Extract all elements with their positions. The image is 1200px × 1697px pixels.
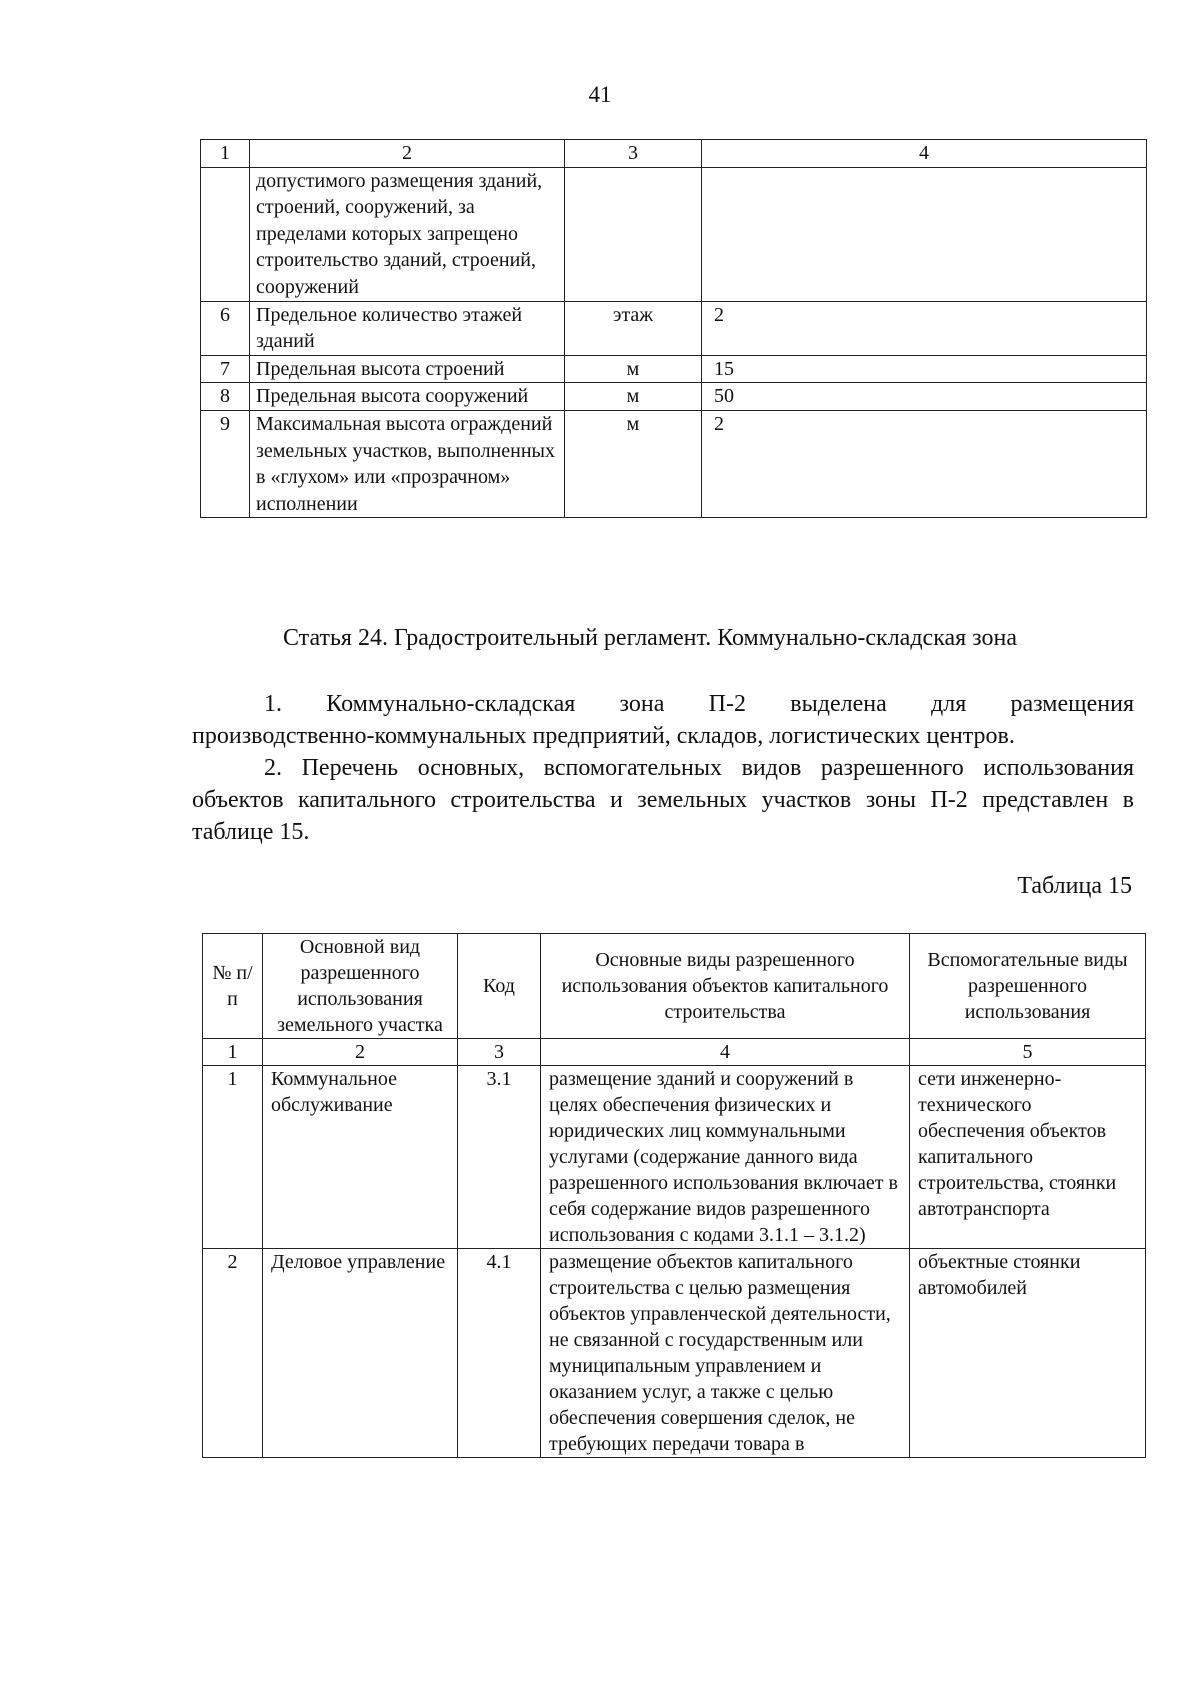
unit: м — [565, 355, 702, 383]
paragraph-2: 2. Перечень основных, вспомогательных видов разрешенного использования объектов капитального строительства и земельных участков зоны П-2 представлен в таблице 15. — [192, 755, 1134, 845]
paragraph-1-line-2: производственно-коммунальных предприятий, складов, логистических центров. — [192, 723, 1015, 749]
value: 2 — [702, 301, 1147, 355]
column-number: 1 — [203, 1039, 263, 1066]
main-uses: размещение объектов капитального строительства с целью размещения объектов управленческой деятельности, не связанной с государственным или муниципальным управлением и оказанием услуг, а также с целью обеспечения совершения сделок, не требующих передачи товара в — [541, 1249, 910, 1458]
main-uses: размещение зданий и сооружений в целях обеспечения физических и юридических лиц коммунальными услугами (содержание данного вида разрешенного использования включает в себя содержание видов разрешенного использования с кодами 3.1.1 – 3.1.2) — [541, 1066, 910, 1249]
row-number — [201, 167, 250, 301]
table-row — [201, 355, 1147, 383]
header-cell: 3 — [565, 140, 702, 168]
value: 15 — [702, 355, 1147, 383]
land-use-type: Деловое управление — [263, 1249, 458, 1458]
parameter-name: Предельное количество этажей зданий — [250, 301, 565, 355]
table-15 — [202, 933, 1146, 1458]
row-number: 1 — [203, 1066, 263, 1249]
column-number: 2 — [263, 1039, 458, 1066]
table-header-row — [201, 140, 1147, 168]
column-number: 4 — [541, 1039, 910, 1066]
header-main-uses: Основные виды разрешенного использования объектов капитального строительства — [541, 934, 910, 1039]
code: 3.1 — [458, 1066, 541, 1249]
parameter-name: допустимого размещения зданий, строений, сооружений, за пределами которых запрещено строительство зданий, строений, сооружений — [250, 167, 565, 301]
table-row — [201, 301, 1147, 355]
parameter-name: Предельная высота строений — [250, 355, 565, 383]
header-cell: 2 — [250, 140, 565, 168]
code: 4.1 — [458, 1249, 541, 1458]
auxiliary-uses: объектные стоянки автомобилей — [910, 1249, 1146, 1458]
value: 50 — [702, 383, 1147, 411]
table-header-row — [203, 934, 1146, 1039]
paragraph-1 — [192, 688, 1134, 752]
land-use-type: Коммунальное обслуживание — [263, 1066, 458, 1249]
page-number: 41 — [588, 82, 612, 107]
header-code: Код — [458, 934, 541, 1039]
row-number: 9 — [201, 410, 250, 517]
row-number: 7 — [201, 355, 250, 383]
unit: этаж — [565, 301, 702, 355]
row-number: 2 — [203, 1249, 263, 1458]
row-number: 6 — [201, 301, 250, 355]
auxiliary-uses: сети инженерно-технического обеспечения объектов капитального строительства, стоянки автотранспорта — [910, 1066, 1146, 1249]
table-row — [201, 410, 1147, 517]
parameter-name: Максимальная высота ограждений земельных участков, выполненных в «глухом» или «прозрачном» исполнении — [250, 410, 565, 517]
zone-parameters-table-continued — [200, 139, 1147, 518]
table-row — [203, 1249, 1146, 1458]
unit: м — [565, 383, 702, 411]
value: 2 — [702, 410, 1147, 517]
row-number: 8 — [201, 383, 250, 411]
column-number: 3 — [458, 1039, 541, 1066]
header-auxiliary-uses: Вспомогательные виды разрешенного использования — [910, 934, 1146, 1039]
header-land-use-type: Основной вид разрешенного использования земельного участка — [263, 934, 458, 1039]
header-num: № п/п — [203, 934, 263, 1039]
column-number: 5 — [910, 1039, 1146, 1066]
unit: м — [565, 410, 702, 517]
table-label: Таблица 15 — [1017, 873, 1132, 899]
column-numbering-row — [203, 1039, 1146, 1066]
parameter-name: Предельная высота сооружений — [250, 383, 565, 411]
table-row — [201, 383, 1147, 411]
section-heading: Статья 24. Градостроительный регламент. Коммунально-складская зона — [282, 625, 1018, 651]
value — [702, 167, 1147, 301]
unit — [565, 167, 702, 301]
paragraph-1-line-1: 1. Коммунально-складская зона П-2 выделена для размещения — [264, 691, 1134, 717]
header-cell: 1 — [201, 140, 250, 168]
table-row — [203, 1066, 1146, 1249]
header-cell: 4 — [702, 140, 1147, 168]
table-row — [201, 167, 1147, 301]
